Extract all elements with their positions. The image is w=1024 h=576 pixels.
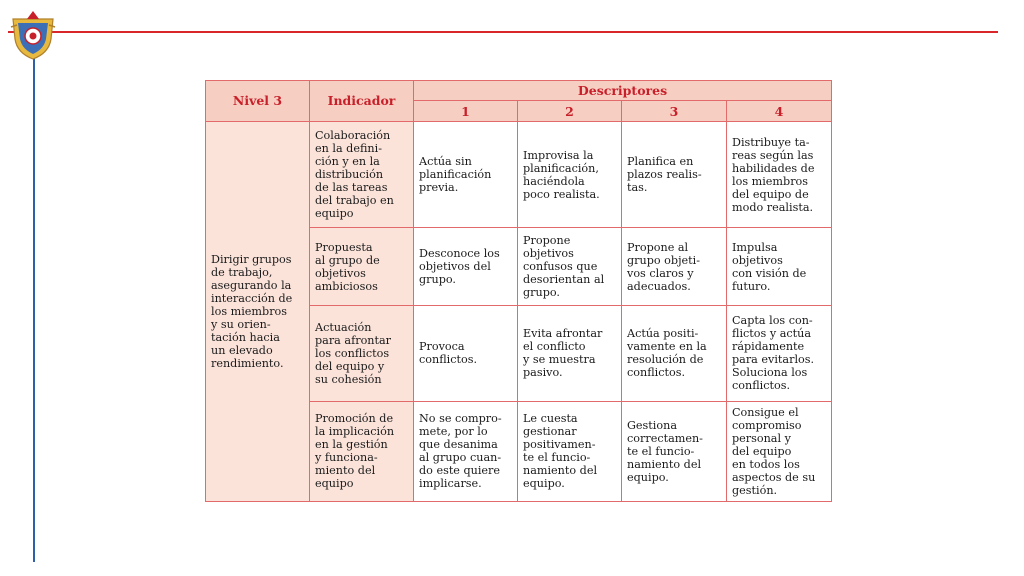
crest-logo-icon xyxy=(9,9,57,61)
descriptor-cell: Capta los con- flictos y actúa rápidamente para evitarlos. Soluciona los conflictos. xyxy=(727,306,832,401)
descriptor-cell: Planifica en plazos realis- tas. xyxy=(622,121,727,228)
descriptor-cell: No se compro- mete, por lo que desanima al grupo cuan- do este quiere implicarse. xyxy=(414,401,518,501)
descriptor-cell: Improvisa la planificación, haciéndola poco realista. xyxy=(518,121,622,228)
table-row xyxy=(206,121,832,228)
descriptor-cell: Gestiona correctamen- te el funcio- namiento del equipo. xyxy=(622,401,727,501)
level-description: Dirigir grupos de trabajo, asegurando la interacción de los miembros y su orien- tación hacia un elevado rendimiento. xyxy=(206,121,310,501)
left-blue-rule xyxy=(33,40,35,562)
descriptor-cell: Actúa positi- vamente en la resolución de conflictos. xyxy=(622,306,727,401)
indicator-header: Indicador xyxy=(310,81,414,122)
table-header-row xyxy=(206,81,832,101)
descriptor-cell: Le cuesta gestionar positivamen- te el funcio- namiento del equipo. xyxy=(518,401,622,501)
scale-3-header: 3 xyxy=(622,101,727,121)
descriptor-cell: Propone objetivos confusos que desorientan al grupo. xyxy=(518,228,622,306)
scale-4-header: 4 xyxy=(727,101,832,121)
indicator-cell: Actuación para afrontar los conflictos del equipo y su cohesión xyxy=(310,306,414,401)
descriptor-cell: Propone al grupo objeti- vos claros y adecuados. xyxy=(622,228,727,306)
descriptors-header: Descriptores xyxy=(414,81,832,101)
descriptor-cell: Evita afrontar el conflicto y se muestra pasivo. xyxy=(518,306,622,401)
descriptor-cell: Actúa sin planificación previa. xyxy=(414,121,518,228)
top-red-rule xyxy=(8,31,998,33)
descriptor-cell: Desconoce los objetivos del grupo. xyxy=(414,228,518,306)
descriptor-cell: Impulsa objetivos con visión de futuro. xyxy=(727,228,832,306)
descriptor-cell: Consigue el compromiso personal y del equipo en todos los aspectos de su gestión. xyxy=(727,401,832,501)
rubric-table xyxy=(205,80,832,502)
descriptor-cell: Provoca conflictos. xyxy=(414,306,518,401)
scale-2-header: 2 xyxy=(518,101,622,121)
indicator-cell: Promoción de la implicación en la gestión y funciona- miento del equipo xyxy=(310,401,414,501)
level-header: Nivel 3 xyxy=(206,81,310,122)
scale-1-header: 1 xyxy=(414,101,518,121)
indicator-cell: Propuesta al grupo de objetivos ambiciosos xyxy=(310,228,414,306)
descriptor-cell: Distribuye ta- reas según las habilidades de los miembros del equipo de modo realista. xyxy=(727,121,832,228)
indicator-cell: Colaboración en la defini- ción y en la distribución de las tareas del trabajo en equipo xyxy=(310,121,414,228)
